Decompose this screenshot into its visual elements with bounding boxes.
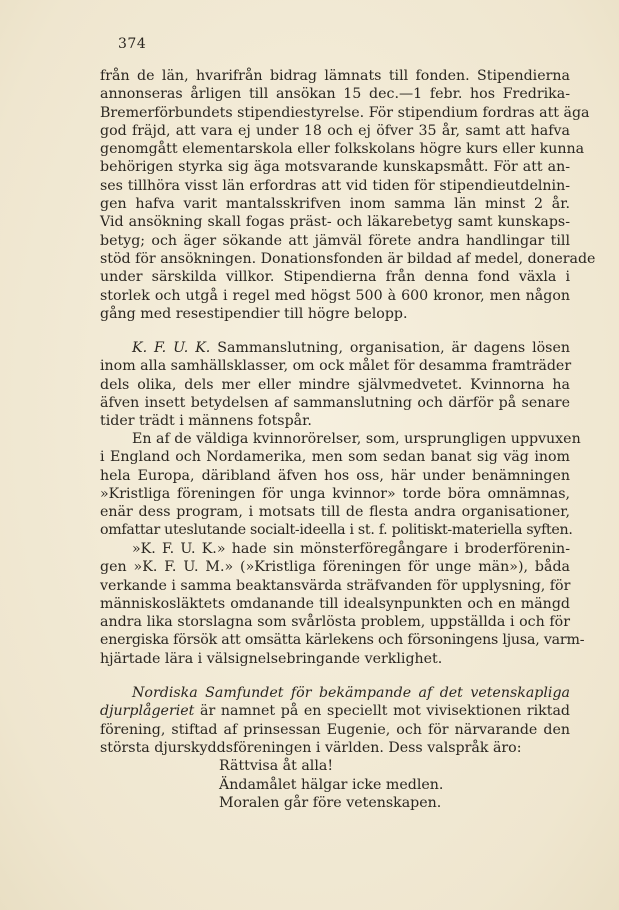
text-line: Vid ansökning skall fogas präst- och läkarebetyg samt kunskaps- — [100, 214, 570, 231]
text-line: En af de väldiga kvinnorörelser, som, ursprungligen uppvuxen — [132, 431, 581, 447]
paragraph-kfum — [100, 540, 585, 668]
text-line: inom alla samhällsklasser, om ock målet för desamma framträder — [100, 358, 572, 375]
text-line: människosläktets omdanande till idealsynpunkten och en mängd — [100, 595, 570, 612]
text-line — [100, 339, 570, 357]
nsf-heading-cont: djurplågeriet — [100, 703, 195, 720]
text-line — [100, 702, 570, 720]
text-line: annonseras årligen till ansökan 15 dec.—1 febr. hos Fredrika- — [100, 86, 570, 103]
text-line: gång med resestipendier till högre belopp. — [100, 305, 408, 322]
text-line: »Kristliga föreningen för unga kvinnor» torde böra omnämnas, — [100, 485, 570, 502]
text-line: från de län, hvarifrån bidrag lämnats till fonden. Stipendierna — [100, 68, 570, 84]
text-run: är namnet på en speciellt mot vivisektionen riktad — [194, 703, 570, 720]
text-line: ses tillhöra visst län erfordras att vid tiden för stipendieutdelnin- — [100, 177, 570, 194]
text-line: god fräjd, att vara ej under 18 och ej öfver 35 år, samt att hafva — [100, 122, 570, 139]
text-line: stöd för ansökningen. Donationsfonden är bildad af medel, donerade — [100, 250, 596, 267]
page-number: 374 — [118, 36, 147, 52]
text-line: gen hafva varit mantalsskrifven inom samma län minst 2 år. — [100, 196, 570, 213]
text-line: Bremerförbundets stipendiestyrelse. För stipendium fordras att äga — [100, 104, 590, 121]
text-line: dels olika, dels mer eller mindre självmedvetet. Kvinnorna ha — [100, 376, 570, 393]
paragraph-kfuk-intro — [100, 339, 570, 430]
text-line: genomgått elementarskola eller folkskolans högre kurs eller kunna — [100, 141, 585, 158]
kfuk-heading: K. F. U. K. — [132, 340, 211, 356]
text-line: enär dess program, i motsats till de flesta andra organisationer, — [100, 504, 570, 521]
text-line: storlek och utgå i regel med högst 500 à 600 kronor, men någon — [100, 287, 570, 304]
text-line: omfattar uteslutande socialt-ideella i st. f. politiskt-materiella syften. — [100, 522, 573, 539]
text-line: behörigen styrka sig äga motsvarande kunskapsmått. För att an- — [100, 159, 570, 176]
text-line: »K. F. U. K.» hade sin mönsterföregångare i broderförenin- — [132, 541, 570, 557]
paragraph-nordiska-samfundet — [100, 684, 570, 757]
text-line: äfven insett betydelsen af sammanslutning och därför på senare — [100, 394, 570, 411]
text-line: hjärtade lära i välsignelsebringande verklighet. — [100, 650, 443, 667]
text-line: under särskilda villkor. Stipendierna från denna fond växla i — [100, 269, 570, 286]
text-line: i England och Nordamerika, men som sedan banat sig väg inom — [100, 449, 570, 466]
motto-list — [219, 757, 443, 813]
text-line: gen »K. F. U. M.» (»Kristliga föreningen för unge män»), båda — [100, 559, 570, 576]
text-line: tider trädt i männens fotspår. — [100, 413, 312, 430]
text-line: betyg; och äger sökande att jämväl förete andra handlingar till — [100, 232, 570, 249]
nsf-heading: Nordiska Samfundet för bekämpande af det vetenskapliga — [132, 685, 570, 701]
text-line: största djurskyddsföreningen i världen. Dess valspråk äro: — [100, 739, 522, 756]
motto-line: Rättvisa åt alla! — [219, 758, 334, 774]
motto-line: Ändamålet hälgar icke medlen. — [219, 776, 444, 793]
text-line: förening, stiftad af prinsessan Eugenie, och för närvarande den — [100, 721, 570, 738]
text-line: energiska försök att omsätta kärlekens och försoningens ljusa, varm- — [100, 632, 585, 649]
paragraph-kfuk-movement — [100, 430, 581, 540]
motto-line: Moralen går före vetenskapen. — [219, 795, 442, 811]
paragraph-stipends — [100, 67, 596, 323]
text-run: Sammanslutning, organisation, är dagens lösen — [210, 340, 570, 356]
text-line: verkande i samma beaktansvärda sträfvanden för upplysning, för — [100, 577, 571, 594]
text-line: andra lika storslagna som svårlösta problem, uppställda i och för — [100, 614, 570, 631]
text-line: hela Europa, däribland äfven hos oss, här under benämningen — [100, 467, 570, 484]
